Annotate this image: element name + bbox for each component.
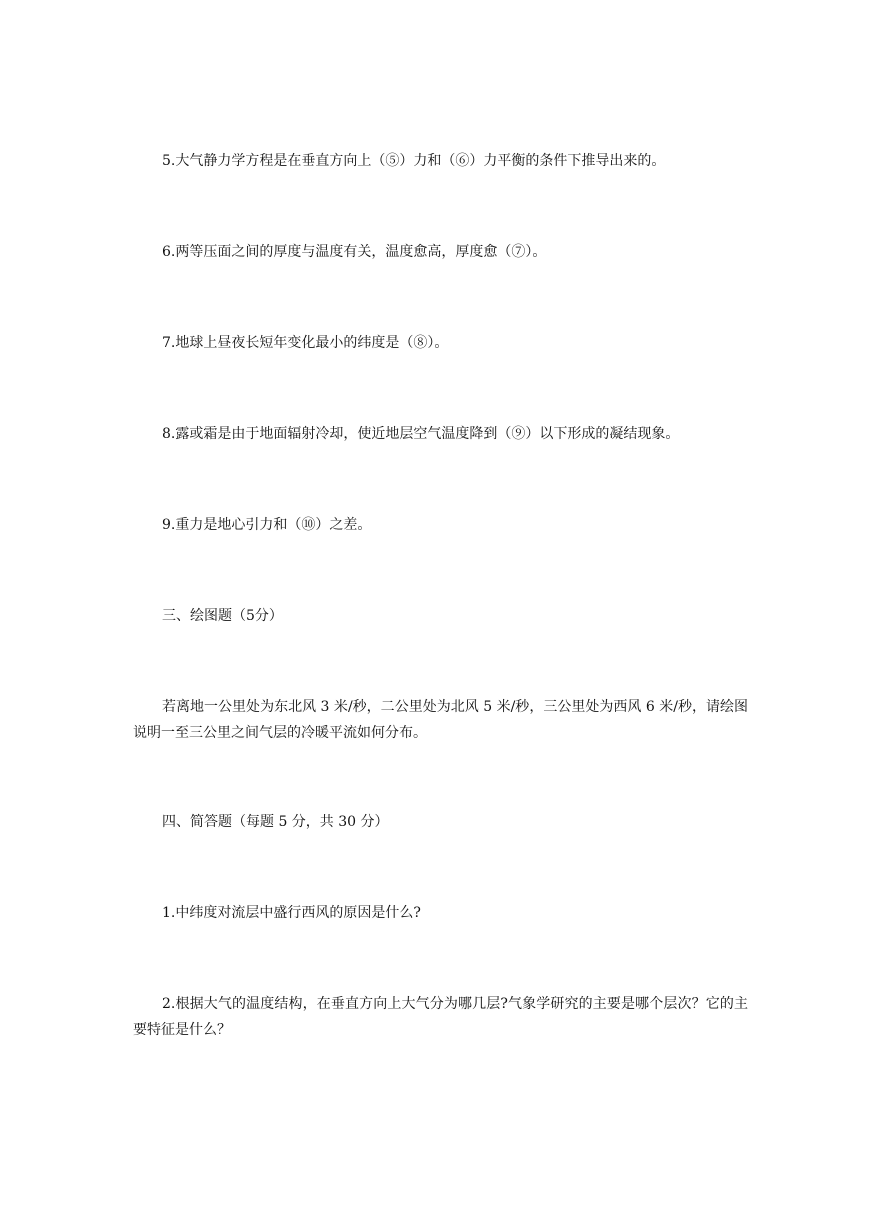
section-heading-drawing: 三、绘图题（5分） [162, 608, 283, 624]
fill-blank-question-9: 9.重力是地心引力和（⑩）之差。 [162, 517, 372, 533]
short-answer-question-2: 2.根据大气的温度结构，在垂直方向上大气分为哪几层?气象学研究的主要是哪个层次？它的主要特征是什么？ [133, 996, 748, 1038]
section-heading-short-answer: 四、简答题（每题 5 分，共 30 分） [162, 814, 389, 830]
fill-blank-question-5: 5.大气静力学方程是在垂直方向上（⑤）力和（⑥）力平衡的条件下推导出来的。 [162, 153, 666, 169]
fill-blank-question-7: 7.地球上昼夜长短年变化最小的纬度是（⑧）。 [162, 335, 449, 351]
fill-blank-question-8: 8.露或霜是由于地面辐射冷却，使近地层空气温度降到（⑨）以下形成的凝结现象。 [162, 426, 680, 442]
fill-blank-question-6: 6.两等压面之间的厚度与温度有关，温度愈高，厚度愈（⑦）。 [162, 244, 547, 260]
short-answer-question-1: 1.中纬度对流层中盛行西风的原因是什么? [162, 905, 421, 921]
drawing-question-text: 若离地一公里处为东北风 3 米/秒，二公里处为北风 5 米/秒，三公里处为西风 6 米/秒，请绘图说明一至三公里之间气层的冷暖平流如何分布。 [133, 699, 748, 741]
